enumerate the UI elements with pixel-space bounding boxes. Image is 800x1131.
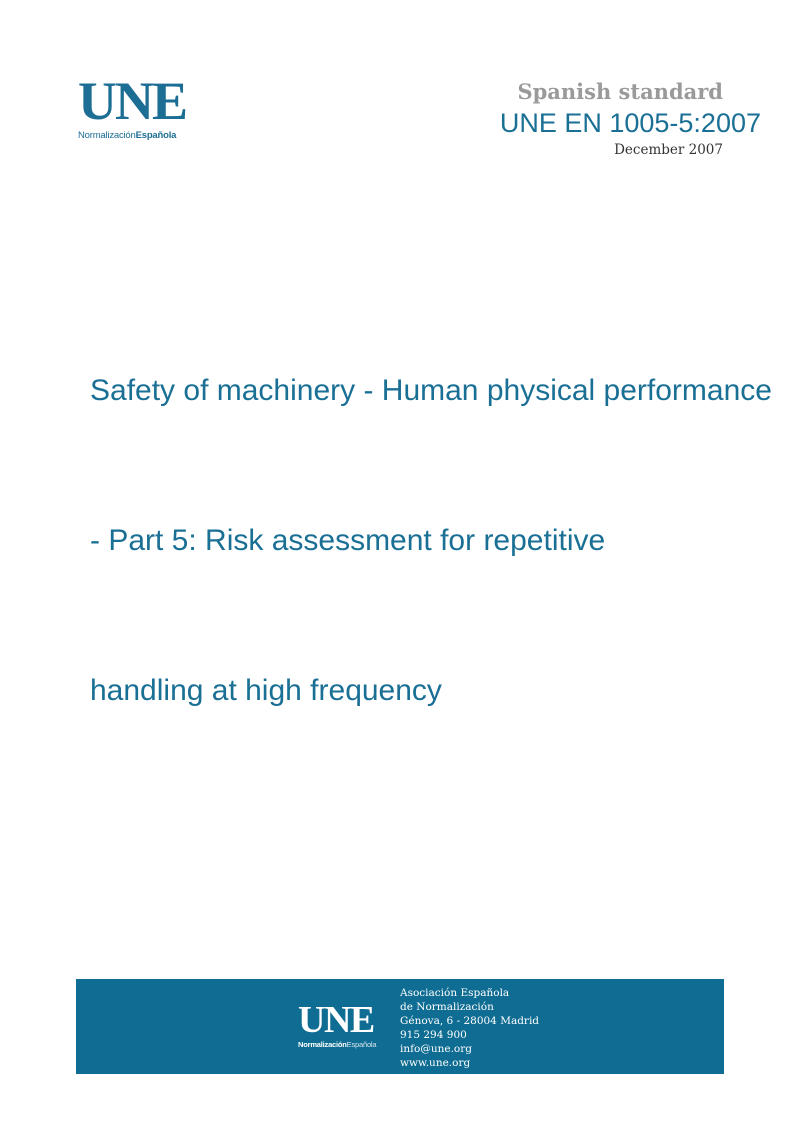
address-line: Génova, 6 - 28004 Madrid: [400, 1015, 540, 1027]
footer-contact: [400, 986, 539, 1070]
logo-tagline-normal: Normalización: [78, 130, 136, 141]
title-line: handling at high frequency: [90, 674, 442, 707]
document-title: [90, 266, 800, 766]
email-line: info@une.org: [400, 1043, 472, 1055]
logo-tagline: [78, 130, 193, 141]
title-line: Safety of machinery - Human physical performance: [90, 374, 772, 407]
title-line: - Part 5: Risk assessment for repetitive: [90, 524, 606, 557]
phone-line: 915 294 900: [400, 1029, 467, 1041]
une-logo: [78, 71, 193, 141]
org-name-line: Asociación Española: [400, 987, 510, 999]
standard-header: [499, 78, 761, 158]
org-name-line: de Normalización: [400, 1001, 494, 1013]
footer-logo-tagline-bold: Española: [346, 1040, 377, 1049]
standard-date: December 2007: [614, 142, 723, 158]
logo-tagline-bold: Española: [135, 130, 177, 141]
footer-logo-tagline: [298, 1040, 388, 1049]
website-line: www.une.org: [400, 1057, 471, 1069]
footer-une-logo: [298, 999, 388, 1049]
footer-banner: [76, 979, 724, 1074]
footer-logo-tagline-normal: Normalización: [298, 1040, 347, 1049]
logo-wordmark: UNE: [78, 71, 187, 131]
standard-kind: Spanish standard: [517, 79, 723, 104]
footer-logo-wordmark: UNE: [298, 999, 374, 1041]
standard-code: UNE EN 1005-5:2007: [499, 108, 761, 138]
